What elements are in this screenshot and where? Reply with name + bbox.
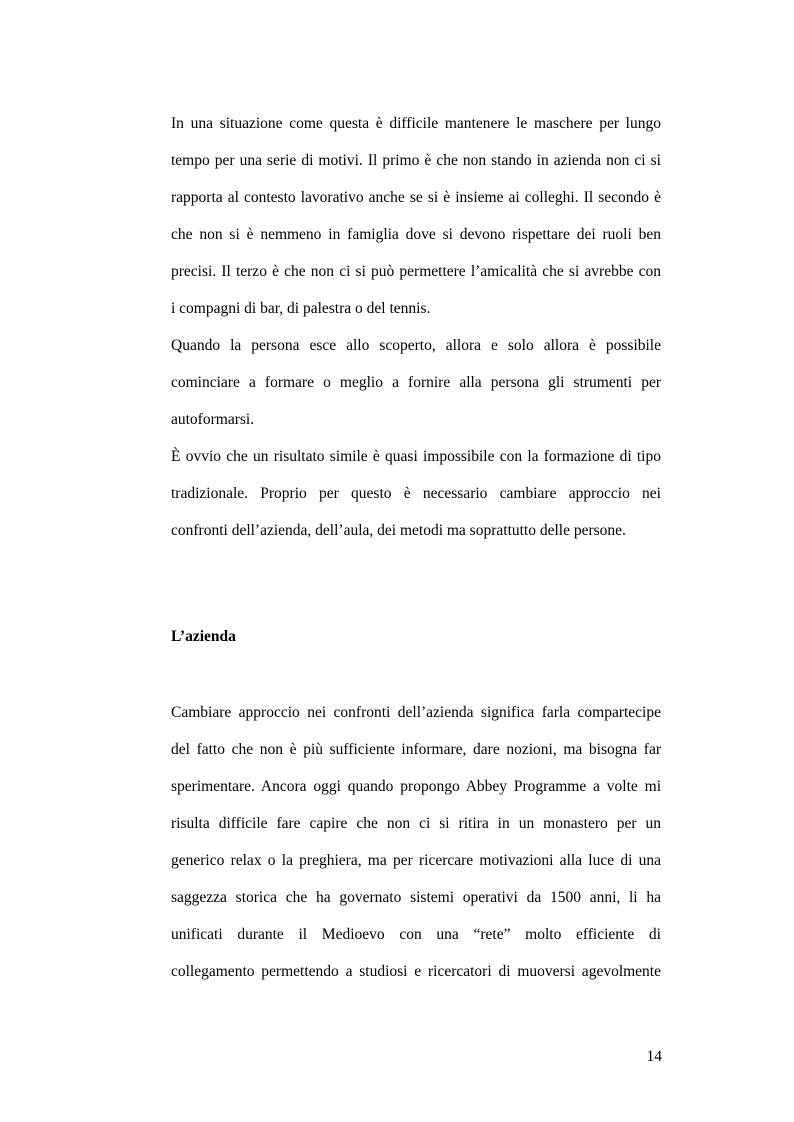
text-line: È ovvio che un risultato simile è quasi impossibile con la formazione di tipo — [171, 448, 661, 465]
text-line: unificati durante il Medioevo con una “rete” molto efficiente di — [171, 926, 661, 943]
text-line: sperimentare. Ancora oggi quando propongo Abbey Programme a volte mi — [171, 778, 661, 795]
text-line: generico relax o la preghiera, ma per ricercare motivazioni alla luce di una — [171, 852, 661, 869]
text-line: autoformarsi. — [171, 411, 255, 428]
body-text-lower — [171, 704, 661, 1000]
text-line: precisi. Il terzo è che non ci si può permettere l’amicalità che si avrebbe con — [171, 263, 661, 280]
text-line: In una situazione come questa è difficile mantenere le maschere per lungo — [171, 115, 661, 132]
text-line: rapporta al contesto lavorativo anche se si è insieme ai colleghi. Il secondo è — [171, 189, 661, 206]
text-line: Quando la persona esce allo scoperto, allora e solo allora è possibile — [171, 337, 661, 354]
text-line: i compagni di bar, di palestra o del tennis. — [171, 300, 431, 317]
body-text-upper — [171, 115, 661, 559]
page-number: 14 — [646, 1048, 662, 1065]
text-line: confronti dell’azienda, dell’aula, dei metodi ma soprattutto delle persone. — [171, 522, 626, 539]
text-line: collegamento permettendo a studiosi e ricercatori di muoversi agevolmente — [171, 963, 661, 980]
text-line: tradizionale. Proprio per questo è necessario cambiare approccio nei — [171, 485, 661, 502]
section-heading: L’azienda — [171, 628, 236, 645]
text-line: saggezza storica che ha governato sistemi operativi da 1500 anni, li ha — [171, 889, 661, 906]
text-line: Cambiare approccio nei confronti dell’azienda significa farla compartecipe — [171, 704, 661, 721]
text-line: che non si è nemmeno in famiglia dove si devono rispettare dei ruoli ben — [171, 226, 661, 243]
text-line: tempo per una serie di motivi. Il primo è che non stando in azienda non ci si — [171, 152, 661, 169]
text-line: cominciare a formare o meglio a fornire alla persona gli strumenti per — [171, 374, 661, 391]
text-line: del fatto che non è più sufficiente informare, dare nozioni, ma bisogna far — [171, 741, 661, 758]
text-line: risulta difficile fare capire che non ci si ritira in un monastero per un — [171, 815, 661, 832]
